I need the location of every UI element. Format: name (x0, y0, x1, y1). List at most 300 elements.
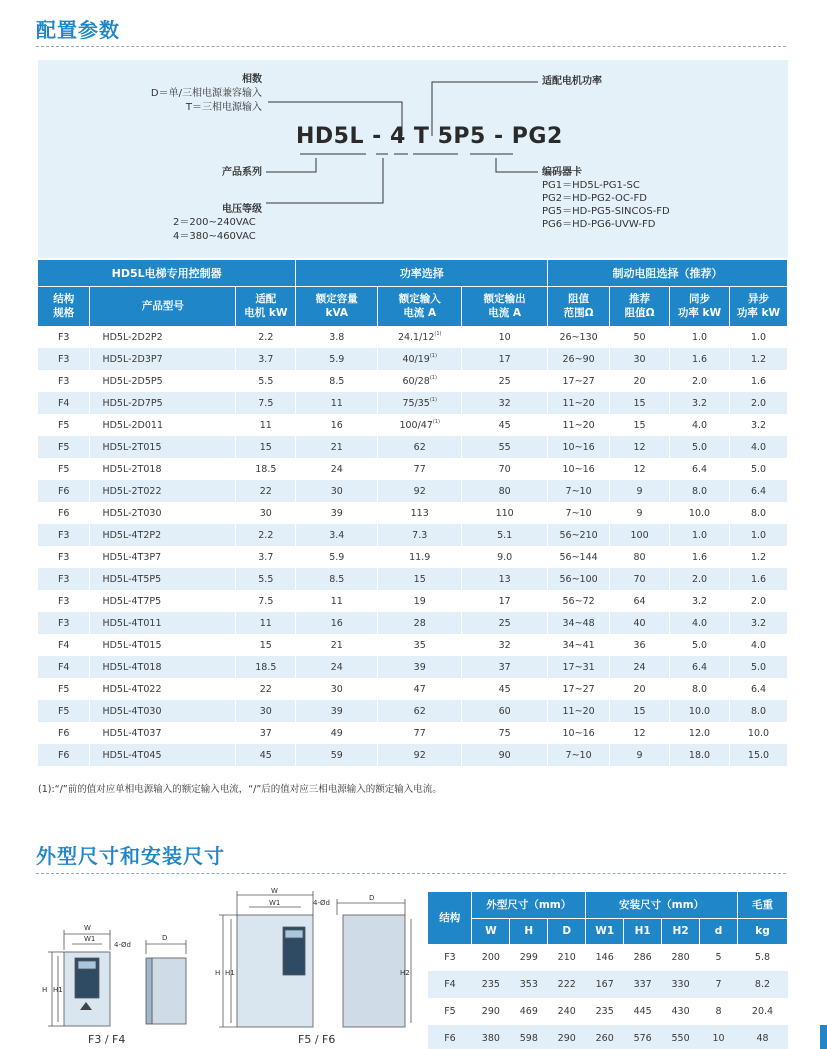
column-header-line: 电流 A (403, 307, 437, 319)
cell-value: 39 (330, 507, 343, 519)
footnote-marker: (1) (429, 375, 437, 381)
table-cell (610, 392, 670, 414)
cell-value: 24 (330, 661, 343, 673)
cell-value: 4.0 (691, 419, 708, 431)
table-cell (236, 568, 296, 590)
table-cell (236, 436, 296, 458)
table-cell (729, 700, 787, 722)
table-cell (462, 436, 548, 458)
table-cell (296, 414, 378, 436)
table-cell: 337 (624, 971, 662, 998)
cell-value: 9 (636, 507, 643, 519)
table-cell (670, 524, 730, 546)
cell-value: 100 (630, 529, 649, 541)
encoder-pg6: PG6＝HD-PG6-UVW-FD (542, 219, 656, 230)
table-cell (378, 678, 462, 700)
cell-value: 3.8 (329, 331, 345, 343)
spec-table (38, 260, 788, 766)
table-cell (548, 744, 610, 766)
table-cell: F6 (428, 1025, 472, 1049)
table-cell (90, 524, 236, 546)
cell-value: HD5L-4T5P5 (102, 573, 162, 585)
table-row (38, 370, 788, 392)
table-cell (38, 678, 90, 700)
cell-value: 92 (413, 749, 426, 761)
column-header-line: 同步 (689, 293, 710, 305)
cell-value: F3 (57, 375, 70, 387)
table-cell (610, 656, 670, 678)
cell-value: HD5L-4T011 (102, 617, 162, 629)
table-row (38, 568, 788, 590)
cell-value: 17~27 (562, 375, 595, 387)
cell-value: 11~20 (562, 705, 595, 717)
cell-value: 49 (330, 727, 343, 739)
table-cell (729, 678, 787, 700)
cell-value: 22 (259, 485, 272, 497)
cell-value: 10~16 (562, 727, 595, 739)
column-header (670, 286, 730, 326)
cell-value: 2.2 (258, 529, 274, 541)
table-cell (378, 744, 462, 766)
table-cell (729, 480, 787, 502)
table-cell: 8.2 (737, 971, 787, 998)
cell-value: 6.4 (691, 661, 708, 673)
cell-value: 5.0 (750, 463, 767, 475)
table-cell (548, 370, 610, 392)
dim-sub-header: D (548, 918, 586, 944)
cell-value: 12 (633, 463, 646, 475)
table-cell (38, 414, 90, 436)
cell-value: 5.0 (750, 661, 767, 673)
column-header-line: 功率 kW (677, 307, 722, 319)
dim-label-d: D (162, 934, 168, 942)
group-header-brake: 制动电阻选择（推荐） (548, 260, 788, 286)
table-cell (462, 612, 548, 634)
cell-value: HD5L-2D2P2 (102, 331, 163, 343)
table-cell (90, 722, 236, 744)
table-row (428, 971, 788, 998)
cell-value: 17 (498, 353, 511, 365)
table-cell (610, 326, 670, 348)
cell-value: 8.0 (691, 485, 708, 497)
table-cell (462, 392, 548, 414)
cell-value: F3 (57, 595, 70, 607)
table-cell (729, 458, 787, 480)
dim-sub-header: W (472, 918, 510, 944)
table-cell: 353 (510, 971, 548, 998)
table-cell (38, 546, 90, 568)
table-cell (296, 590, 378, 612)
column-header (378, 286, 462, 326)
table-row (38, 348, 788, 370)
table-cell (610, 612, 670, 634)
footnote-marker: (1) (429, 397, 437, 403)
cell-value: 11.9 (409, 551, 431, 563)
table-cell (610, 722, 670, 744)
table-cell (670, 568, 730, 590)
cell-value: 1.0 (750, 331, 767, 343)
table-cell (548, 436, 610, 458)
cell-value: 80 (633, 551, 646, 563)
table-cell (296, 458, 378, 480)
table-cell (548, 502, 610, 524)
table-cell (236, 524, 296, 546)
table-row (38, 458, 788, 480)
cell-value: HD5L-4T030 (102, 705, 162, 717)
table-cell (729, 612, 787, 634)
table-cell (378, 392, 462, 414)
cell-value: 7.3 (412, 529, 428, 541)
table-cell: 235 (472, 971, 510, 998)
cell-value: 21 (330, 639, 343, 651)
table-cell: 8 (700, 998, 738, 1025)
table-cell (296, 524, 378, 546)
cell-value: HD5L-4T2P2 (102, 529, 162, 541)
table-cell (236, 722, 296, 744)
cell-value: 19 (413, 595, 426, 607)
cell-value: 17~31 (562, 661, 595, 673)
cell-value: F6 (57, 727, 70, 739)
table-cell (38, 634, 90, 656)
table-cell (236, 546, 296, 568)
cell-value: 10.0 (688, 507, 711, 519)
drawing-f3-f4 (40, 920, 190, 1030)
cell-value: 56~100 (559, 573, 598, 585)
table-row (428, 944, 788, 971)
table-cell (548, 348, 610, 370)
cell-value: 39 (330, 705, 343, 717)
cell-value: 30 (330, 683, 343, 695)
cell-value: 113 (410, 507, 429, 519)
column-header-line: 异步 (747, 293, 769, 305)
cell-value: 3.7 (258, 551, 274, 563)
cell-value: 32 (498, 639, 511, 651)
dim-header-structure: 结构 (428, 892, 472, 944)
table-cell (670, 700, 730, 722)
table-cell (38, 392, 90, 414)
table-cell (90, 612, 236, 634)
cell-value: 3.2 (691, 397, 708, 409)
phase-d: D＝单/三相电源兼容输入 (150, 88, 262, 99)
table-cell: 20.4 (737, 998, 787, 1025)
encoder-title: 编码器卡 (542, 167, 582, 178)
cell-value: F3 (57, 331, 70, 343)
cell-value: 56~210 (559, 529, 598, 541)
cell-value: F5 (57, 463, 70, 475)
cell-value: 4.0 (750, 441, 767, 453)
cell-value: F6 (57, 507, 70, 519)
cell-value: 12 (633, 441, 646, 453)
cell-value: F5 (57, 419, 70, 431)
table-cell (462, 656, 548, 678)
table-cell (378, 722, 462, 744)
table-row (428, 1025, 788, 1049)
table-cell (90, 656, 236, 678)
table-cell (296, 436, 378, 458)
table-cell (670, 480, 730, 502)
table-cell (90, 744, 236, 766)
table-cell (610, 370, 670, 392)
cell-value: 26~90 (562, 353, 595, 365)
table-cell (462, 370, 548, 392)
cell-value: 55 (498, 441, 511, 453)
table-cell (670, 414, 730, 436)
cell-value: 62 (413, 441, 426, 453)
table-cell (548, 458, 610, 480)
table-cell (548, 326, 610, 348)
table-cell (670, 502, 730, 524)
table-cell (548, 678, 610, 700)
table-cell: 146 (586, 944, 624, 971)
cell-value: HD5L-2T030 (102, 507, 162, 519)
column-header-line: 产品型号 (141, 300, 184, 312)
cell-value: 28 (413, 617, 426, 629)
cell-value: 1.2 (750, 551, 767, 563)
cell-value: 100/47 (399, 420, 433, 431)
table-cell (462, 480, 548, 502)
cell-value: 6.4 (750, 683, 767, 695)
table-cell (462, 502, 548, 524)
table-cell (378, 458, 462, 480)
table-cell (38, 700, 90, 722)
table-cell (729, 722, 787, 744)
cell-value: 1.0 (691, 529, 708, 541)
cell-value: 22 (259, 683, 272, 695)
table-row (38, 326, 788, 348)
column-header (729, 286, 787, 326)
table-cell (296, 480, 378, 502)
table-cell (236, 700, 296, 722)
table-cell (296, 678, 378, 700)
table-cell (38, 656, 90, 678)
table-row (38, 590, 788, 612)
table-cell: 550 (662, 1025, 700, 1049)
table-row (38, 436, 788, 458)
cell-value: 30 (633, 353, 646, 365)
table-cell (670, 678, 730, 700)
table-cell (729, 656, 787, 678)
table-cell (548, 612, 610, 634)
table-cell: 290 (472, 998, 510, 1025)
table-cell (90, 458, 236, 480)
table-cell (548, 480, 610, 502)
cell-value: F5 (57, 705, 70, 717)
cell-value: 2.0 (750, 397, 767, 409)
column-header-line: 额定输出 (483, 293, 526, 305)
table-row (38, 546, 788, 568)
dim-label-d-lg: D (369, 894, 375, 902)
dim-label-hole: 4-Ød (114, 941, 131, 949)
table-row (38, 656, 788, 678)
table-cell: 299 (510, 944, 548, 971)
column-header (548, 286, 610, 326)
table-row (38, 414, 788, 436)
cell-value: 3.2 (691, 595, 708, 607)
cell-value: 7~10 (565, 485, 592, 497)
table-cell (610, 678, 670, 700)
cell-value: 2.0 (750, 595, 767, 607)
cell-value: 11~20 (562, 419, 595, 431)
cell-value: 16 (330, 419, 343, 431)
table-cell (90, 546, 236, 568)
dim-label-h1: H1 (53, 986, 63, 994)
cell-value: 3.4 (329, 529, 345, 541)
table-cell (729, 590, 787, 612)
table-cell (90, 568, 236, 590)
cell-value: 60 (498, 705, 511, 717)
cell-value: 37 (259, 727, 272, 739)
cell-value: 2.0 (691, 573, 708, 585)
cell-value: 8.0 (750, 705, 767, 717)
table-cell (548, 546, 610, 568)
cell-value: 1.6 (691, 551, 708, 563)
table-cell (236, 678, 296, 700)
cell-value: 21 (330, 441, 343, 453)
column-header-line: 电流 A (488, 307, 522, 319)
series-label: 产品系列 (222, 167, 262, 178)
table-cell: 290 (548, 1025, 586, 1049)
cell-value: 11 (259, 617, 272, 629)
table-cell (90, 436, 236, 458)
column-header-line: 规格 (53, 307, 75, 319)
table-cell (670, 348, 730, 370)
table-cell: 5 (700, 944, 738, 971)
table-row (38, 744, 788, 766)
cell-value: 30 (259, 705, 272, 717)
cell-value: F6 (57, 749, 70, 761)
table-cell (670, 612, 730, 634)
cell-value: HD5L-4T045 (102, 749, 162, 761)
table-cell (462, 568, 548, 590)
column-header-line: 推荐 (629, 293, 651, 305)
cell-value: 62 (413, 705, 426, 717)
section-divider (36, 46, 786, 47)
model-code-diagram (38, 60, 788, 258)
cell-value: 77 (413, 727, 426, 739)
cell-value: 11~20 (562, 397, 595, 409)
cell-value: 17 (498, 595, 511, 607)
voltage-2: 2＝200~240VAC (173, 217, 256, 228)
cell-value: 6.4 (691, 463, 708, 475)
table-cell (670, 546, 730, 568)
cell-value: 9 (636, 749, 643, 761)
voltage-title: 电压等级 (222, 204, 262, 215)
table-cell (236, 480, 296, 502)
footnote-marker: (1) (429, 353, 437, 359)
table-cell: F4 (428, 971, 472, 998)
table-cell (38, 568, 90, 590)
table-cell (548, 392, 610, 414)
cell-value: 1.2 (750, 353, 767, 365)
cell-value: 34~48 (562, 617, 595, 629)
table-cell: 430 (662, 998, 700, 1025)
table-cell (729, 392, 787, 414)
cell-value: 8.0 (691, 683, 708, 695)
table-cell (729, 502, 787, 524)
cell-value: 3.7 (258, 353, 274, 365)
section-divider-2 (36, 873, 786, 874)
cell-value: HD5L-2T018 (102, 463, 162, 475)
cell-value: F5 (57, 683, 70, 695)
motor-power-label: 适配电机功率 (542, 76, 602, 87)
table-cell (236, 392, 296, 414)
table-cell: 10 (700, 1025, 738, 1049)
cell-value: 5.0 (691, 441, 708, 453)
table-cell (462, 722, 548, 744)
cell-value: 24 (633, 661, 646, 673)
cell-value: 45 (498, 683, 511, 695)
table-cell (462, 700, 548, 722)
cell-value: F3 (57, 353, 70, 365)
cell-value: 4.0 (691, 617, 708, 629)
cell-value: 10.0 (747, 727, 770, 739)
dim-header-weight: 毛重 (737, 892, 787, 918)
cell-value: 7~10 (565, 507, 592, 519)
table-cell (90, 678, 236, 700)
table-cell (378, 502, 462, 524)
table-cell (90, 414, 236, 436)
cell-value: 12 (633, 727, 646, 739)
cell-value: 3.2 (750, 617, 767, 629)
table-cell (90, 326, 236, 348)
cell-value: HD5L-4T3P7 (102, 551, 162, 563)
table-row (38, 392, 788, 414)
cell-value: F5 (57, 441, 70, 453)
phase-t: T＝三相电源输入 (185, 102, 262, 113)
table-cell: 167 (586, 971, 624, 998)
cell-value: 70 (498, 463, 511, 475)
table-cell (296, 634, 378, 656)
table-cell (548, 590, 610, 612)
table-cell (548, 634, 610, 656)
cell-value: F3 (57, 573, 70, 585)
table-cell (729, 326, 787, 348)
cell-value: 18.0 (688, 749, 711, 761)
cell-value: 18.5 (255, 661, 277, 673)
table-cell (236, 458, 296, 480)
table-cell (296, 700, 378, 722)
table-cell (610, 700, 670, 722)
table-cell (236, 590, 296, 612)
column-header-line: 阻值 (568, 293, 590, 305)
table-cell (462, 326, 548, 348)
column-header-line: 额定输入 (398, 293, 441, 305)
cell-value: HD5L-4T7P5 (102, 595, 162, 607)
table-row (38, 612, 788, 634)
table-cell (610, 480, 670, 502)
cell-value: 11 (259, 419, 272, 431)
dim-label-h2-lg: H2 (400, 969, 410, 977)
table-cell (378, 480, 462, 502)
table-cell: 200 (472, 944, 510, 971)
cell-value: 64 (633, 595, 646, 607)
cell-value: 5.9 (329, 353, 345, 365)
table-cell (296, 392, 378, 414)
table-row (38, 722, 788, 744)
caption-f3-f4: F3 / F4 (88, 1033, 126, 1046)
cell-value: 16 (330, 617, 343, 629)
cell-value: 24.1/12 (397, 332, 435, 344)
dim-sub-header: H (510, 918, 548, 944)
column-header-line: 适配 (255, 293, 277, 305)
cell-value: 5.0 (691, 639, 708, 651)
table-cell (462, 634, 548, 656)
cell-value: HD5L-2T015 (102, 441, 162, 453)
table-cell (236, 612, 296, 634)
table-row (38, 634, 788, 656)
table-cell (378, 326, 462, 348)
caption-f5-f6: F5 / F6 (298, 1033, 336, 1046)
